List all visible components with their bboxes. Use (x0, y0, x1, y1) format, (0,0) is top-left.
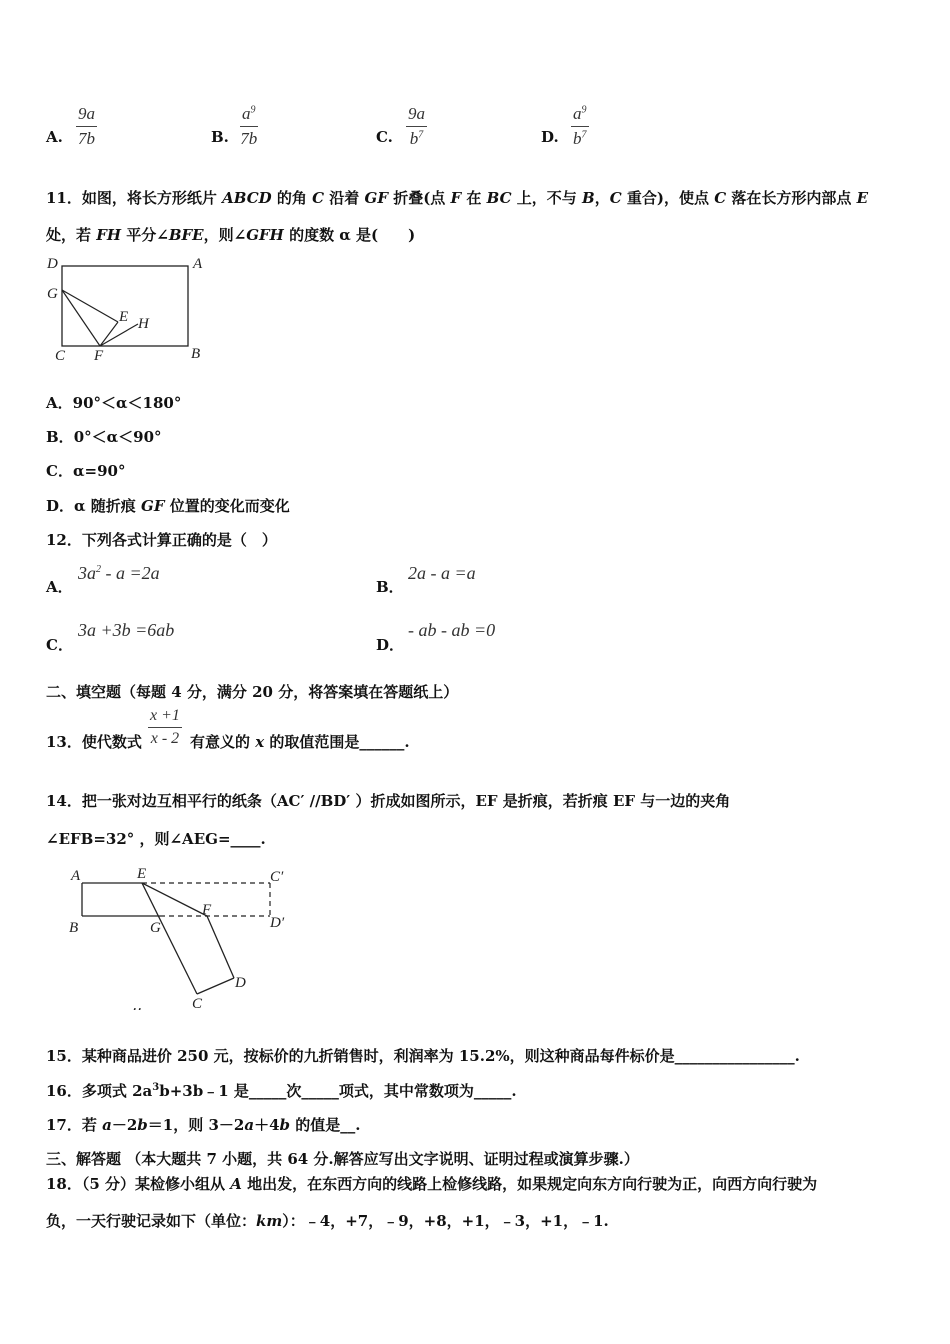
q11-label-d: D (47, 256, 58, 272)
q12-option-c-expr: 3a +3b =6ab (78, 620, 175, 640)
q10-option-c-label: C. (376, 128, 393, 146)
q14-label-d-prime: D′ (270, 915, 285, 931)
q11-label-b: B (191, 346, 201, 362)
q14-label-b: B (69, 920, 79, 936)
q12-option-c-label: C． (46, 636, 73, 654)
q14-label-e: E (137, 866, 147, 882)
q13-suffix: 有意义的 x 的取值范围是______. (190, 733, 410, 751)
q11-line-fe (100, 322, 118, 346)
q14-dots: ‥ (132, 998, 143, 1014)
q12-option-d-label: D． (376, 636, 405, 654)
q11-label-a: A (193, 256, 203, 272)
q14-stem-line1: 14．把一张对边互相平行的纸条（AC′ //BD′ ）折成如图所示，EF 是折痕，若折痕 EF 与一边的夹角 (46, 792, 731, 810)
q10-option-b-label: B. (211, 128, 229, 146)
section-3-heading: 三、解答题 （本大题共 7 小题，共 64 分.解答应写出文字说明、证明过程或演算步骤.） (46, 1150, 639, 1168)
q11-label-c: C (55, 348, 66, 364)
q14-label-d: D (235, 975, 246, 991)
q12-option-b-expr: 2a - a =a (408, 563, 476, 583)
q11-option-d: D．α 随折痕 GF 位置的变化而变化 (46, 497, 290, 515)
q14-label-c: C (192, 996, 203, 1012)
q11-option-b: B．0°＜α＜90° (46, 428, 162, 446)
q11-line-fh (100, 324, 138, 346)
q11-label-e: E (119, 309, 129, 325)
q12-stem: 12．下列各式计算正确的是（ ） (46, 531, 277, 549)
q17-text: 17．若 a－2b＝1，则 3－2a＋4b 的值是__. (46, 1116, 361, 1134)
q13-fraction: $\frac{x +1}{x - 2}$ (150, 707, 180, 747)
q14-label-g: G (150, 920, 161, 936)
section-2-heading: 二、填空题（每题 4 分，满分 20 分，将答案填在答题纸上） (46, 683, 459, 701)
q11-label-g: G (47, 286, 58, 302)
q14-label-a: A (71, 868, 81, 884)
q12-option-a-expr: $3a^2 - a =2a$ (78, 563, 160, 583)
q11-option-a: A．90°＜α＜180° (46, 394, 182, 412)
q15-text: 15．某种商品进价 250 元，按标价的九折销售时，利润率为 15.2%，则这种商品每件标价是________________. (46, 1047, 800, 1065)
q11-option-c: C．α=90° (46, 462, 126, 480)
q10-option-b-fraction: $\frac{a^9}{7b}$ (240, 104, 258, 148)
q14-line-ef (142, 883, 207, 916)
q18-line1: 18．（5 分）某检修小组从 A 地出发，在东西方向的线路上检修线路，如果规定向东方向行驶为正，向西方向行驶为 (46, 1175, 818, 1193)
q16-text: 16．多项式 $2a^3b+3b﹣1$ 是_____次_____项式，其中常数项为_____. (46, 1082, 517, 1100)
q14-label-f: F (202, 902, 212, 918)
q10-option-a-fraction: $\frac{9a}{7b}$ (78, 104, 95, 148)
q11-label-h: H (138, 316, 149, 332)
q13-prefix: 13．使代数式 (46, 733, 142, 751)
q11-stem-line1: 11．如图，将长方形纸片 ABCD 的角 C 沿着 GF 折叠(点 F 在 BC 上，不与 B，C 重合)，使点 C 落在长方形内部点 E (46, 189, 869, 207)
q10-option-c-fraction: $\frac{9a}{b^7}$ (408, 104, 425, 148)
q14-stem-line2: ∠EFB=32° ，则∠AEG=____. (46, 830, 266, 848)
q14-label-c-prime: C′ (270, 869, 284, 885)
q14-line-fd (207, 916, 234, 978)
q10-option-d-fraction: $\frac{a^9}{b^7}$ (573, 104, 587, 148)
q10-option-a-label: A. (46, 128, 63, 146)
q10-option-d-label: D. (541, 128, 559, 146)
q11-figure (44, 254, 214, 366)
q14-figure (62, 862, 302, 1017)
q12-option-d-expr: - ab - ab =0 (408, 620, 496, 640)
q18-line2: 负，一天行驶记录如下（单位：km）：﹣4，+7，﹣9，+8，+1，﹣3，+1，﹣1. (46, 1212, 609, 1230)
q11-line-ge (62, 290, 118, 322)
q14-line-cd (197, 978, 234, 994)
q12-option-b-label: B． (376, 578, 404, 596)
q11-label-f: F (94, 348, 104, 364)
q11-line-gf (62, 290, 100, 346)
q14-line-ec (142, 883, 197, 994)
q11-stem-line2: 处，若 FH 平分∠BFE，则∠GFH 的度数 α 是( ) (46, 226, 416, 244)
q12-option-a-label: A． (46, 578, 73, 596)
q11-rectangle (62, 266, 188, 346)
